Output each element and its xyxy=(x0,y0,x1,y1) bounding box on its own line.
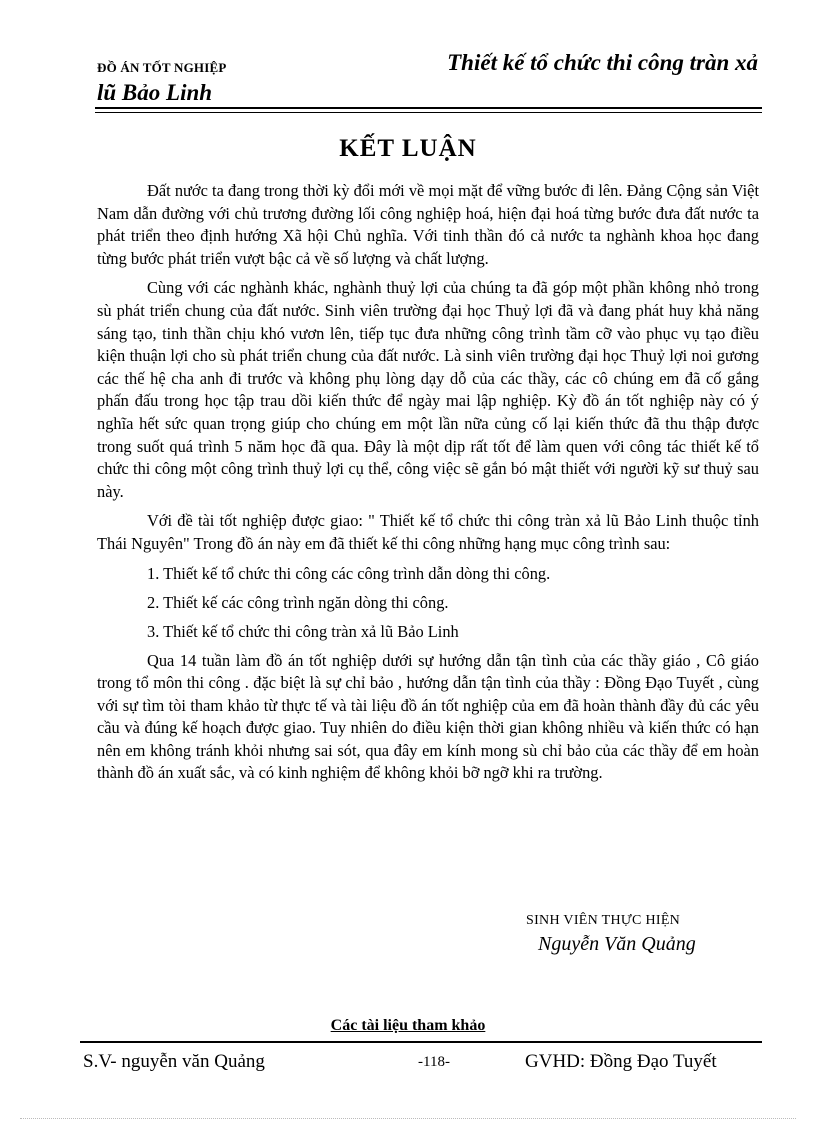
page-title: KẾT LUẬN xyxy=(339,135,477,162)
header-thesis-title: Thiết kế tổ chức thi công tràn xả xyxy=(447,50,758,75)
signature-role: SINH VIÊN THỰC HIỆN xyxy=(526,913,681,928)
paragraph-2: Cùng với các nghành khác, nghành thuỷ lợi của chúng ta đã góp một phần không nhỏ trong sù phát triển chung của đất nước. Sinh viên trường đại học Thuỷ lợi đã và đang phát huy khả năng sáng tạo, tinh thần chịu khó vươn lên, tiếp tục đưa những công trình tầm cỡ vào phục vụ tạo điều kiện thuận lợi cho sù phát triển chung của đất nước. Là sinh viên trường đại học Thuỷ lợi noi gương các thế hệ cha anh đi trước và không phụ lòng dạy dỗ của các thầy, các cô chúng em đã cố gắng phấn đấu trong học tập trau dồi kiến thức để ngày mai lập nghiệp. Kỳ đồ án tốt nghiệp này có ý nghĩa hết sức quan trọng giúp cho chúng em một lần nữa củng cố lại kiến thức đã thu thập được trong suốt quá trình 5 năm học đã qua. Đây là một dịp rất tốt để làm quen với công tác thiết kế tổ chức thi công một công trình thuỷ lợi cụ thể, công việc sẽ gắn bó mật thiết với người kỹ sư thuỷ sau này. xyxy=(97,278,759,501)
footer-rule xyxy=(80,1041,762,1043)
header-project-label: ĐỒ ÁN TỐT NGHIỆP xyxy=(97,60,227,75)
header-rule-thick xyxy=(95,107,762,109)
signature-name: Nguyễn Văn Quảng xyxy=(538,933,696,955)
header-thesis-title-cont: lũ Bảo Linh xyxy=(97,80,213,105)
list-item-3: 3. Thiết kế tổ chức thi công tràn xả lũ Bảo Linh xyxy=(147,621,459,641)
paragraph-3: Với đề tài tốt nghiệp được giao: " Thiết kế tổ chức thi công tràn xả lũ Bảo Linh thuộc tỉnh Thái Nguyên" Trong đồ án này em đã thiết kế thi công những hạng mục công trình sau: xyxy=(97,511,759,553)
references-heading: Các tài liệu tham khảo xyxy=(330,1017,486,1034)
paragraph-closing: Qua 14 tuần làm đồ án tốt nghiệp dưới sự hướng dẫn tận tình của các thầy giáo , Cô giáo trong tổ môn thi công . đặc biệt là sự chỉ bảo , hướng dẫn tận tình của thầy : Đồng Đạo Tuyết , cùng với sự tìm tòi tham khảo từ thực tế và tài liệu đồ án tốt nghiệp của em đã hoàn thành đầy đủ các yêu cầu và đúng kế hoạch được giao. Tuy nhiên do điều kiện thời gian không nhiều và kiến thức có hạn nên em không tránh khỏi nhưng sai sót, qua đây em kính mong sù chỉ bảo của các thầy để em hoàn thành đồ án xuất sắc, và có kinh nghiệm để không khỏi bỡ ngỡ khi ra trường. xyxy=(97,650,759,783)
footer-advisor: GVHD: Đồng Đạo Tuyết xyxy=(525,1051,717,1072)
header-rule-thin xyxy=(95,112,762,113)
document-body xyxy=(97,180,759,792)
page-edge-divider xyxy=(20,1118,796,1119)
list-item-2: 2. Thiết kế các công trình ngăn dòng thi công. xyxy=(147,592,449,612)
footer-page-number: -118- xyxy=(418,1054,450,1070)
paragraph-1: Đất nước ta đang trong thời kỳ đổi mới về mọi mặt để vững bước đi lên. Đảng Cộng sản Việt Nam dẫn đường với chủ trương đường lối công nghiệp hoá, hiện đại hoá từng bước đưa đất nước ta phát triển theo định hướng Xã hội Chủ nghĩa. Với tinh thần đó cả nước ta nghành khoa học đang từng bước phát triển vượt bậc cả về số lượng và chất lượng. xyxy=(97,181,759,268)
footer-student: S.V- nguyễn văn Quảng xyxy=(83,1051,265,1072)
list-item-1: 1. Thiết kế tổ chức thi công các công trình dẫn dòng thi công. xyxy=(147,563,551,583)
